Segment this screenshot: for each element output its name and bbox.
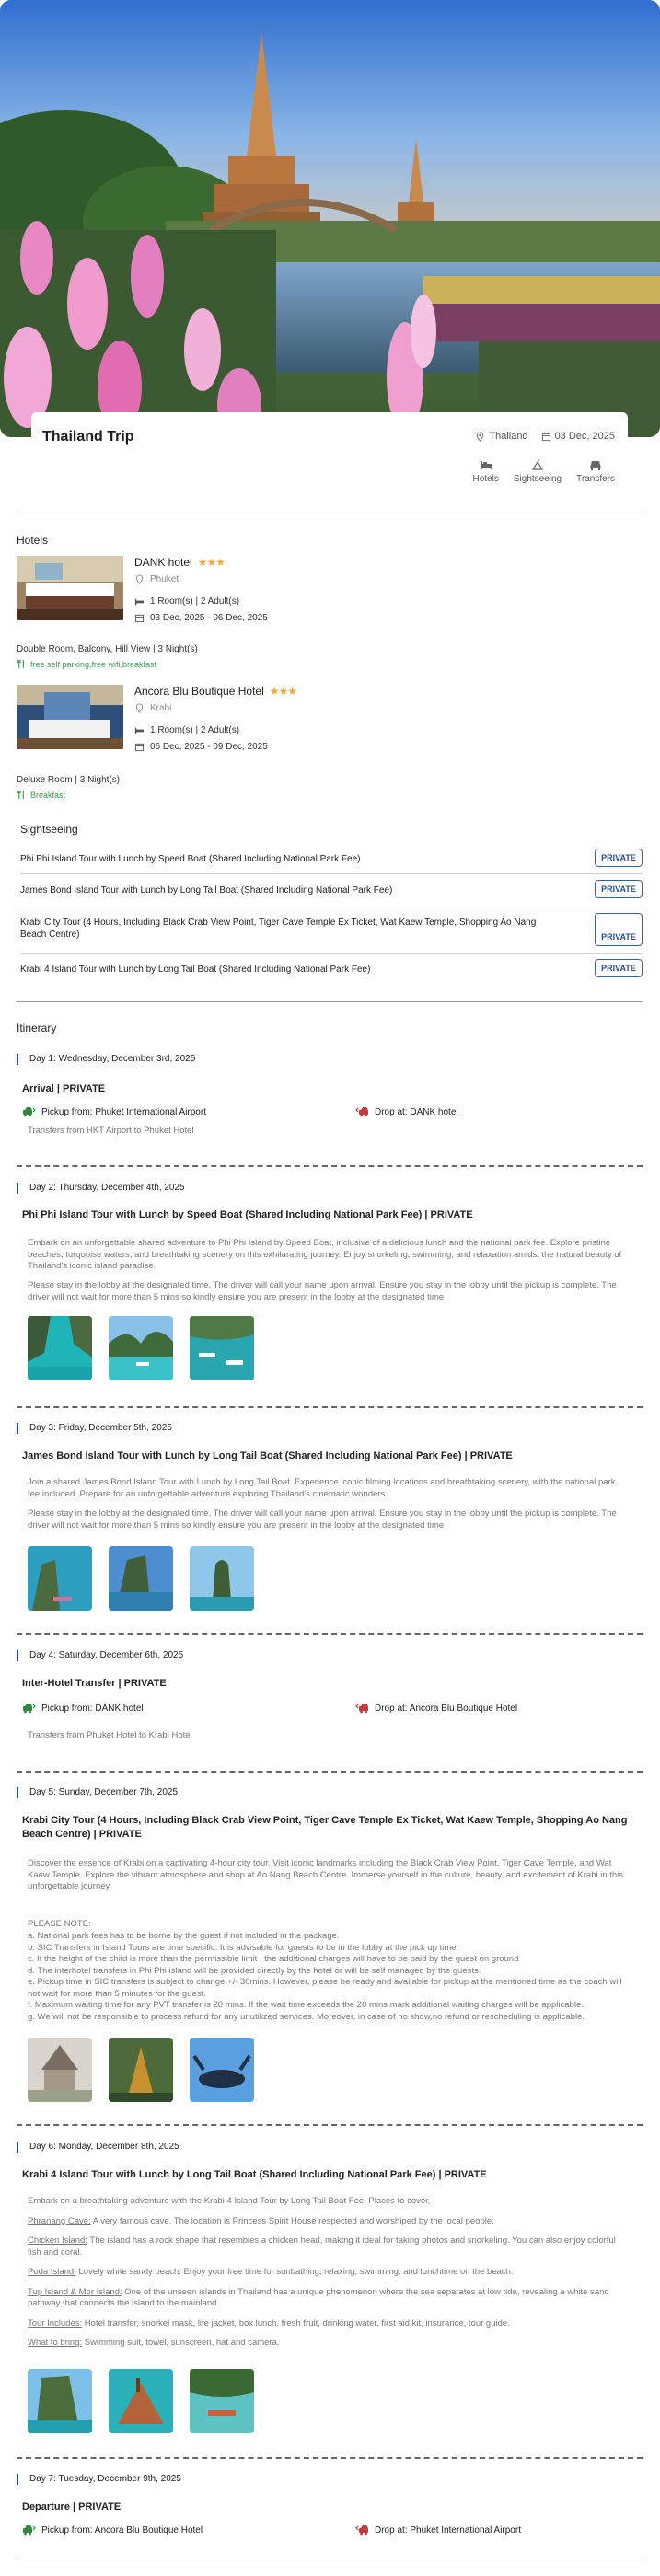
trip-title: Thailand Trip (42, 429, 134, 445)
hotel-rooms-label: 1 Room(s) | 2 Adult(s) (150, 596, 240, 606)
private-badge[interactable]: PRIVATE (595, 913, 643, 946)
sightseeing-item-label: James Bond Island Tour with Lunch by Long Tail Boat (Shared Including National Park Fee) (20, 885, 393, 895)
sightseeing-item (20, 959, 643, 979)
day-label: Day 6: Monday, December 8th, 2025 (17, 2142, 179, 2153)
day-label: Day 1: Wednesday, December 3rd, 2025 (17, 1054, 195, 1065)
trip-date-label: 03 Dec, 2025 (554, 431, 615, 442)
hotel-room-type: Deluxe Room | 3 Night(s) (17, 775, 121, 785)
bed-icon (134, 596, 145, 606)
pickup-location (22, 2524, 203, 2536)
photo-gallery (28, 2369, 254, 2433)
transfers-link[interactable] (576, 458, 615, 484)
hotel-room-type: Double Room, Balcony, Hill View | 3 Night(s) (17, 644, 198, 654)
note-item: d. The interhotel transfers in Phi Phi island will be provided directly by the hotel or will be self managed by the guests. (28, 1965, 481, 1976)
note-item: e. Pickup time in SIC transfers is subject to change +/- 30mins. However, please be ready and available for pickup at the mentioned time as the coach will not wait for more than 5 minutes for the guest. (28, 1977, 622, 1999)
hotel-dates (134, 613, 268, 623)
day-divider (17, 2124, 643, 2126)
note-item: f. Maximum waiting time for any PVT transfer is 20 mins. If the wait time exceeds the 20 mins mark additional waiting charges will be applicable. (28, 2000, 584, 2010)
gallery-photo[interactable] (190, 2369, 254, 2433)
gallery-photo[interactable] (109, 1316, 173, 1380)
pickup-label: Pickup from: DANK hotel (41, 1703, 144, 1714)
day-label: Day 2: Thursday, December 4th, 2025 (17, 1183, 185, 1194)
activity-description (28, 2196, 626, 2350)
sightseeing-item (20, 849, 643, 869)
sightseeing-item (20, 880, 643, 900)
activity-title: Krabi City Tour (4 Hours, Including Black Crab View Point, Tiger Cave Temple Ex Ticket, Wat Kaew Temple, Shopping Ao Nang Beach Centre) | PRIVATE (22, 1815, 628, 1840)
day-divider (17, 1165, 643, 1167)
pickup-instructions: Please stay in the lobby at the designated time. The driver will call your name upon arrival. Ensure you stay in the lobby until the pickup is complete. The driver will not wait for more than 5 mins so kindly ensure you are present in the lobby at the designated time (28, 1508, 617, 1531)
sightseeing-link-label: Sightseeing (513, 474, 562, 484)
note-item: c. If the height of the child is more than the permissible limit , the additional charges will have to be paid by the guest on ground (28, 1954, 519, 1964)
pickup-location (22, 1106, 206, 1117)
place-name: Chicken Island: (28, 2235, 87, 2246)
activity-title: James Bond Island Tour with Lunch by Long Tail Boat (Shared Including National Park Fee) | PRIVATE (22, 1450, 513, 1461)
hotel-rooms-label: 1 Room(s) | 2 Adult(s) (150, 725, 240, 735)
day-label: Day 5: Sunday, December 7th, 2025 (17, 1787, 178, 1798)
private-badge[interactable]: PRIVATE (595, 959, 643, 977)
bed-icon (480, 458, 492, 471)
pickup-car-icon (22, 1106, 36, 1117)
drop-car-icon (355, 1703, 369, 1714)
star-rating: ★★★ (269, 685, 297, 698)
cutlery-icon (17, 659, 27, 669)
hotel-name[interactable] (134, 556, 225, 569)
transfer-note: Transfers from Phuket Hotel to Krabi Hotel (28, 1730, 192, 1740)
place-desc: The island has a rock shape that resembles a chicken head, making it ideal for taking photos and snorkeling. You can also enjoy colorful fish and coral. (28, 2235, 616, 2258)
hotels-link[interactable] (473, 458, 499, 484)
gallery-photo[interactable] (190, 1316, 254, 1380)
pickup-instructions: Please stay in the lobby at the designated time. The driver will call your name upon arrival. Ensure you stay in the lobby until the pickup is complete. The driver will not wait for more than 5 mins so kindly ensure you are present in the lobby at the designated time (28, 1280, 617, 1302)
place-name: Tour Includes: (28, 2317, 83, 2328)
cutlery-icon (17, 790, 27, 800)
pickup-car-icon (22, 1703, 36, 1714)
drop-location (355, 1703, 517, 1714)
drop-location (355, 1106, 458, 1117)
hotel-city-label: Krabi (150, 703, 172, 713)
activity-title: Departure | PRIVATE (22, 2501, 122, 2512)
place-item (28, 2338, 626, 2350)
location-pin-icon (134, 574, 145, 584)
day-divider (17, 1633, 643, 1635)
calendar-icon (134, 742, 145, 752)
place-item (28, 2287, 626, 2310)
gallery-photo[interactable] (28, 1546, 92, 1611)
gallery-photo[interactable] (190, 1546, 254, 1611)
activity-title: Krabi 4 Island Tour with Lunch by Long Tail Boat (Shared Including National Park Fee) | PRIVATE (22, 2169, 487, 2180)
activity-description: Embark on an unforgettable shared adventure to Phi Phi Island by Speed Boat, inclusive of a delicious lunch and the national park fee. Explore pristine beaches, turquoise waters, and breathtaking scenery on this exhilarating journey. Enjoy snorkeling, swimming, and relaxation amidst the natural beauty of Thailand's iconic island paradise. (28, 1238, 622, 1271)
drop-label: Drop at: Ancora Blu Boutique Hotel (375, 1703, 518, 1714)
trip-date (541, 431, 615, 442)
divider (20, 953, 643, 954)
hotels-section-title: Hotels (17, 534, 49, 547)
trip-summary-card (31, 412, 628, 497)
bed-icon (134, 725, 145, 735)
gallery-photo[interactable] (28, 2369, 92, 2433)
hotel-dates-label: 06 Dec, 2025 - 09 Dec, 2025 (150, 742, 268, 752)
activity-description: Discover the essence of Krabi on a captivating 4-hour city tour. Visit iconic landmarks including the Black Crab View Point, Tiger Cave Temple, and Wat Kaew Temple. Explore the vibrant atmosphere and shop at Ao Nang Beach Centre. Immerse yourself in the culture, beauty, and excitement of Krabi in this unforgettable journey. (28, 1858, 624, 1891)
day-divider (17, 2457, 643, 2459)
note-item: a. National park fees has to be borne by the guest if not included in the package. (28, 1931, 340, 1941)
sightseeing-item-label: Krabi 4 Island Tour with Lunch by Long Tail Boat (Shared Including National Park Fee) (20, 965, 371, 975)
activity-title: Inter-Hotel Transfer | PRIVATE (22, 1678, 167, 1689)
hotel-rooms (134, 725, 239, 735)
hotel-photo (17, 685, 123, 749)
calendar-icon (134, 613, 145, 623)
place-desc: Lovely white sandy beach. Enjoy your free time for sunbathing, relaxing, swimming, and lunchtime on the beach. (75, 2267, 514, 2277)
private-badge[interactable]: PRIVATE (595, 849, 643, 867)
divider (20, 873, 643, 874)
private-badge[interactable]: PRIVATE (595, 880, 643, 898)
drop-label: Drop at: DANK hotel (375, 1106, 458, 1117)
hotel-name-label: DANK hotel (134, 556, 192, 569)
tour-intro: Embark on a breathtaking adventure with the Krabi 4 Island Tour by Long Tail Boat Fee. Places to cover, (28, 2196, 431, 2206)
day-label: Day 7: Tuesday, December 9th, 2025 (17, 2474, 181, 2485)
place-name: What to bring: (28, 2338, 83, 2348)
trip-country-label: Thailand (489, 431, 528, 442)
gallery-photo[interactable] (28, 2038, 92, 2102)
place-name: Poda Island: (28, 2267, 76, 2277)
gallery-photo[interactable] (190, 2038, 254, 2102)
drop-location (355, 2524, 521, 2536)
place-item (28, 2267, 626, 2279)
place-name: Tup Island & Mor Island: (28, 2286, 122, 2297)
hotel-city (134, 574, 179, 584)
note-item: b. SIC Transfers in Island Tours are time specific. It is advisable for guests to be in the lobby at the pick up time. (28, 1942, 459, 1953)
hotel-amenities (17, 790, 65, 800)
hotel-name-label: Ancora Blu Boutique Hotel (134, 685, 264, 698)
day-divider (17, 1771, 643, 1773)
place-item (28, 2235, 626, 2258)
quick-links (473, 458, 616, 484)
hotels-link-label: Hotels (472, 474, 499, 484)
car-icon (589, 458, 602, 471)
drop-label: Drop at: Phuket International Airport (375, 2524, 521, 2536)
place-desc: One of the unseen islands in Thailand has a unique phenomenon where the sea separates at low tide, revealing a white sand pathway that connects the island to the mainland. (28, 2286, 609, 2308)
sightseeing-link[interactable] (514, 458, 562, 484)
pickup-location (22, 1703, 144, 1714)
sightseeing-item-label: Phi Phi Island Tour with Lunch by Speed Boat (Shared Including National Park Fee) (20, 854, 361, 864)
hotel-amenities (17, 659, 156, 669)
hotel-dates (134, 742, 268, 752)
gallery-photo[interactable] (109, 2369, 173, 2433)
please-note-title: PLEASE NOTE: (28, 1919, 91, 1929)
hotel-amenities-label: Breakfast (30, 790, 66, 800)
location-pin-icon (475, 432, 485, 442)
sightseeing-item (20, 913, 643, 948)
photo-gallery (28, 1316, 254, 1380)
pickup-label: Pickup from: Ancora Blu Boutique Hotel (41, 2524, 203, 2536)
gallery-photo[interactable] (109, 2038, 173, 2102)
transfer-note: Transfers from HKT Airport to Phuket Hotel (28, 1126, 194, 1136)
hotel-amenities-label: free self parking,free wifi,breakfast (30, 659, 157, 669)
gallery-photo[interactable] (28, 1316, 92, 1380)
itinerary-section-title: Itinerary (17, 1022, 57, 1034)
please-note-list (28, 1931, 626, 2023)
trip-country (475, 431, 527, 442)
drop-car-icon (355, 1106, 369, 1117)
pickup-label: Pickup from: Phuket International Airport (41, 1106, 206, 1117)
day-label: Day 3: Friday, December 5th, 2025 (17, 1423, 172, 1434)
divider (17, 1001, 643, 1002)
sightseeing-icon (531, 458, 544, 471)
transfers-link-label: Transfers (576, 474, 615, 484)
calendar-icon (541, 432, 551, 442)
trip-meta (475, 431, 615, 442)
sightseeing-item-label: Krabi City Tour (4 Hours, Including Black Crab View Point, Tiger Cave Temple Ex Ticket, Wat Kaew Temple, Shopping Ao Nang Beach Centre) (20, 918, 537, 940)
day-label: Day 4: Saturday, December 6th, 2025 (17, 1650, 183, 1661)
hotel-city (134, 703, 171, 713)
place-item (28, 2318, 626, 2330)
drop-car-icon (355, 2524, 369, 2536)
photo-gallery (28, 1546, 254, 1611)
sightseeing-section-title: Sightseeing (20, 823, 78, 836)
note-item: g. We will not be responsible to process refund for any unutilized services. Moreover, in case of no show,no refund or rescheduling is applicable. (28, 2011, 585, 2022)
hotel-photo (17, 556, 123, 620)
star-rating: ★★★ (197, 556, 225, 569)
activity-title: Arrival | PRIVATE (22, 1083, 106, 1094)
hero-image (0, 0, 660, 437)
day-divider (17, 1406, 643, 1408)
place-item (28, 2216, 626, 2228)
activity-description: Join a shared James Bond Island Tour with Lunch by Long Tail Boat. Experience iconic filming locations and breathtaking scenery, with the national park fee included. Prepare for an unforgettable adventure exploring Thailand's cinematic wonders. (28, 1477, 616, 1499)
pickup-car-icon (22, 2524, 36, 2536)
activity-title: Phi Phi Island Tour with Lunch by Speed Boat (Shared Including National Park Fee) | PRIVATE (22, 1209, 473, 1220)
location-pin-icon (134, 703, 145, 713)
hotel-dates-label: 03 Dec, 2025 - 06 Dec, 2025 (150, 613, 268, 623)
hotel-city-label: Phuket (150, 574, 179, 584)
gallery-photo[interactable] (109, 1546, 173, 1611)
hotel-rooms (134, 596, 239, 606)
photo-gallery (28, 2038, 254, 2102)
place-name: Phranang Cave: (28, 2215, 91, 2226)
hotel-name[interactable] (134, 685, 296, 698)
place-desc: Hotel transfer, snorkel mask, life jacket, box lunch, fresh fruit, drinking water, first aid kit, insurance, tour guide. (82, 2317, 510, 2328)
place-desc: Swimming suit, towel, sunscreen, hat and camera. (82, 2338, 280, 2348)
place-desc: A very famous cave. The location is Princess Spirit House respected and worshiped by the local people. (90, 2215, 494, 2226)
